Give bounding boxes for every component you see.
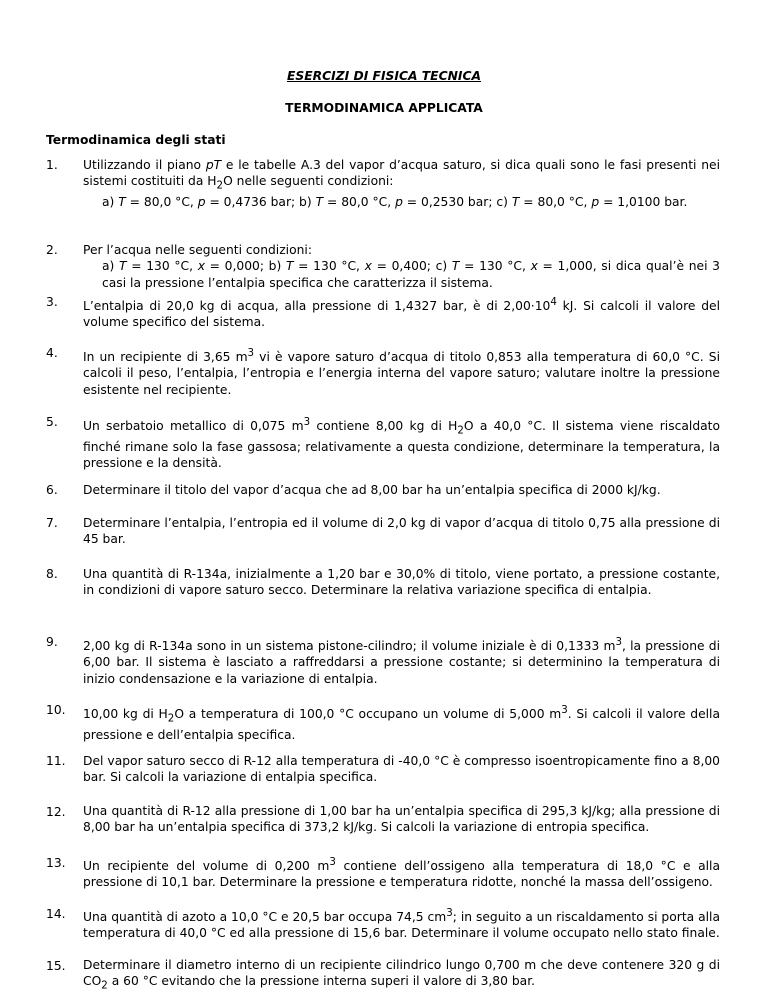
exercise-text: Una quantità di R-134a, inizialmente a 1,20 bar e 30,0% di titolo, viene portato, a pressione costante, in condizioni di vapore saturo secco. Determinare la relativa variazione specifica di entalpia. [83,567,720,598]
document-subtitle: TERMODINAMICA APPLICATA [285,101,483,115]
exercise-number: 2. [46,243,58,257]
exercise-text: 10,00 kg di $H_2O$ a temperatura di 100,0 °C occupano un volume di 5,000 $m^3$. Si calcoli il valore della pressione e dell’entalpia specifica. [83,704,721,742]
exercise-number: 14. [46,907,66,921]
exercise-text: Un serbatoio metallico di 0,075 $m^3$ contiene 8,00 kg di $H_2O$ a 40,0 °C. Il sistema viene riscaldato finché rimane solo la fase gassosa; relativamente a questa condizione, determinare la temperatura, la pressione e la densità. [83,416,721,471]
exercise-item [46,804,720,835]
exercise-text: 2,00 kg di R-134a sono in un sistema pistone-cilindro; il volume iniziale è di 0,1333 $m^3$, la pressione di 6,00 bar. Il sistema è lasciato a raffreddarsi a pressione costante; si determinino la temperatura di inizio condensazione e la variazione di entalpia. [83,636,721,686]
exercise-item [46,482,720,498]
exercise-text: Una quantità di R-12 alla pressione di 1,00 bar ha un’entalpia specifica di 295,3 kJ/kg; alla pressione di 8,00 bar ha un’entalpia specifica di 373,2 kJ/kg. Si calcoli la variazione di entropia specifica. [83,804,720,834]
exercise-number: 5. [46,415,58,429]
exercise-item [46,702,720,743]
exercise-item [46,566,720,599]
exercise-number: 7. [46,516,58,530]
exercise-item [46,345,720,398]
exercise-number: 15. [46,959,66,973]
exercise-text: Del vapor saturo secco di R-12 alla temperatura di -40,0 °C è compresso isoentropicamente fino a 8,00 bar. Si calcoli la variazione di entalpia specifica. [83,754,720,785]
exercise-item [46,634,720,687]
exercise-item [46,906,720,941]
exercise-item [46,753,720,786]
exercise-text: Un recipiente del volume di 0,200 $m^3$ contiene dell’ossigeno alla temperatura di 18,0 °C e alla pressione di 10,1 bar. Determinare la pressione e temperatura ridotte, nonché la massa dell’ossigeno. [83,856,720,889]
exercise-text: Determinare il titolo del vapor d’acqua che ad 8,00 bar ha un’entalpia specifica di 2000 kJ/kg. [83,483,661,497]
exercise-item [46,958,720,994]
exercise-text: Utilizzando il piano pT e le tabelle A.3 del vapor d’acqua saturo, si dica quali sono le fasi presenti nei sistemi costituiti da $H_2O$ nelle seguenti condizioni: a) T = 80,0 °C, p = 0,4736 bar; b) T = 80,0 °C, p = 0,2530 bar; c) T = 80,0 °C, p = 1,0100 bar. [83,158,720,210]
exercise-number: 13. [46,856,66,870]
exercise-text: L’entalpia di 20,0 kg di acqua, alla pressione di 1,4327 bar, è di $2,00\cdot 10^4$ kJ. Si calcoli il valore del volume specifico del sistema. [83,296,720,330]
document-title: ESERCIZI DI FISICA TECNICA [286,69,481,83]
section-heading: Termodinamica degli stati [46,133,226,147]
exercise-number: 3. [46,295,58,309]
exercise-item [46,855,720,890]
exercise-item [46,414,720,471]
exercise-text: Una quantità di azoto a 10,0 °C e 20,5 bar occupa 74,5 $cm^3$; in seguito a un riscaldamento si porta alla temperatura di 40,0 °C ed alla pressione di 15,6 bar. Determinare il volume occupato nello stato finale. [83,907,720,940]
exercise-text: Determinare il diametro interno di un recipiente cilindrico lungo 0,700 m che deve contenere 320 g di $CO_2$ a 60 °C evitando che la pressione interna superi il valore di 3,80 bar. [83,958,720,992]
exercise-text: Determinare l’entalpia, l’entropia ed il volume di 2,0 kg di vapor d’acqua di titolo 0,75 alla pressione di 45 bar. [83,516,720,547]
exercise-text: In un recipiente di 3,65 $m^3$ vi è vapore saturo d’acqua di titolo 0,853 alla temperatura di 60,0 °C. Si calcoli il peso, l’entalpia, l’entropia e l’energia interna del vapore saturo; valutare inoltre la pressione esistente nel recipiente. [83,347,720,397]
exercise-item [46,294,720,331]
exercise-number: 11. [46,754,66,768]
exercise-item [46,515,720,548]
exercise-number: 8. [46,567,58,581]
exercise-item [46,157,720,210]
exercise-number: 10. [46,703,66,717]
exercise-item [46,242,720,291]
exercise-number: 1. [46,158,58,172]
exercise-text: Per l’acqua nelle seguenti condizioni: a) T = 130 °C, x = 0,000; b) T = 130 °C, x = 0,400; c) T = 130 °C, x = 1,000, si dica qual’è nei 3 casi la pressione l’entalpia specifica che caratterizza il sistema. [83,243,721,290]
exercise-number: 9. [46,635,58,649]
exercise-number: 12. [46,805,66,819]
exercise-number: 4. [46,346,58,360]
exercise-number: 6. [46,483,58,497]
